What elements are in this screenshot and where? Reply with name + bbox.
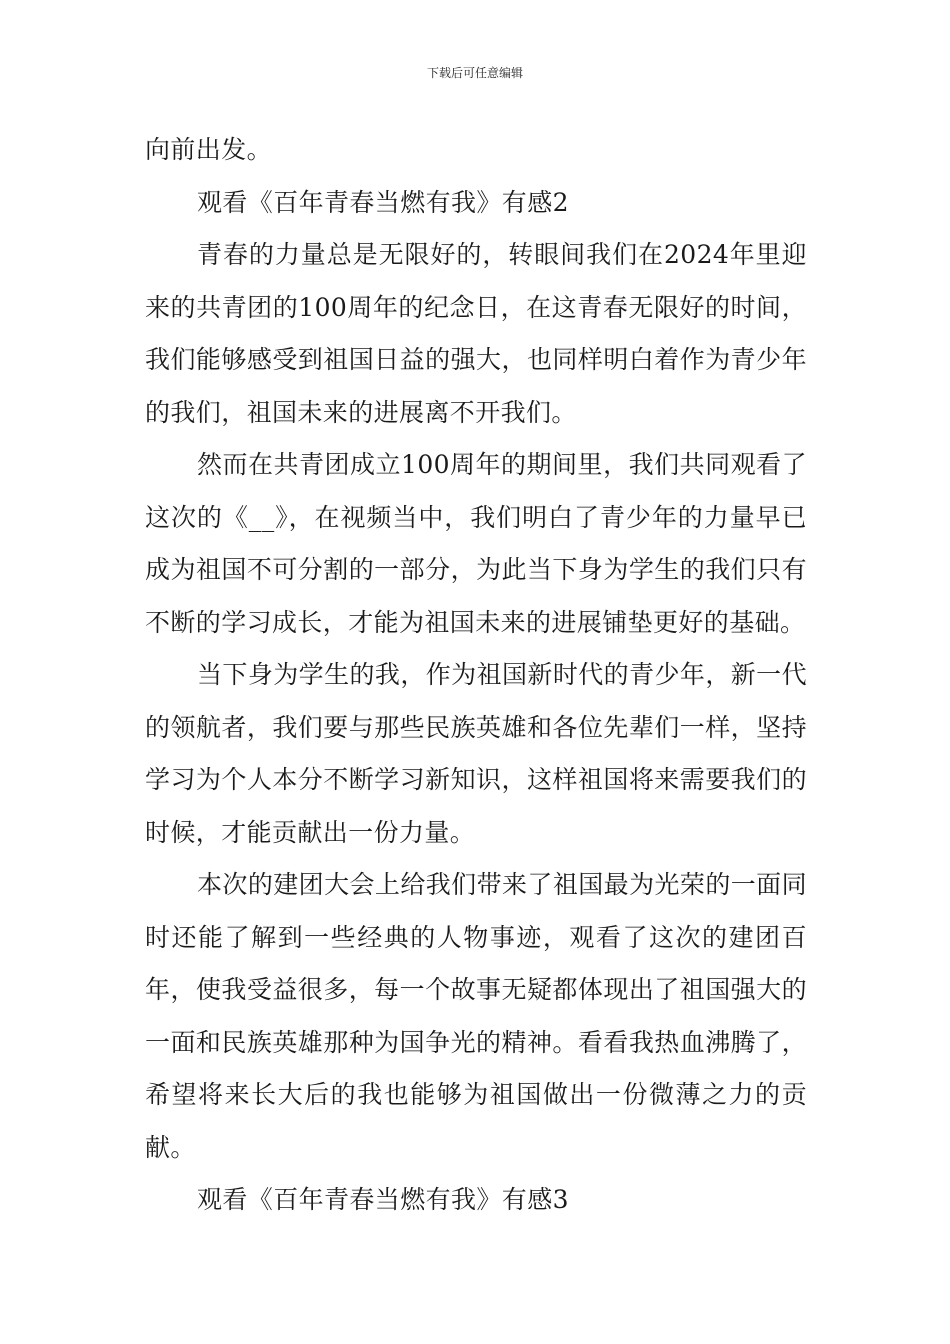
paragraph-continuation: 向前出发。 [145, 135, 273, 164]
paragraph: 然而在共青团成立100周年的期间里，我们共同观看了这次的《__》，在视频当中，我们明白了青少年的力量早已成为祖国不可分割的一部分，为此当下身为学生的我们只有不断的学习成长，才能为祖国未来的进展铺垫更好的基础。 [145, 450, 807, 637]
paragraph: 当下身为学生的我，作为祖国新时代的青少年，新一代的领航者，我们要与那些民族英雄和各位先辈们一样，坚持学习为个人本分不断学习新知识，这样祖国将来需要我们的时候，才能贡献出一份力量。 [145, 660, 807, 847]
page-header: 下载后可任意编辑 [426, 66, 523, 80]
paragraph: 本次的建团大会上给我们带来了祖国最为光荣的一面同时还能了解到一些经典的人物事迹，观看了这次的建团百年，使我受益很多，每一个故事无疑都体现出了祖国强大的一面和民族英雄那种为国争光的精神。看看我热血沸腾了，希望将来长大后的我也能够为祖国做出一份微薄之力的贡献。 [145, 870, 807, 1162]
section-heading-2: 观看《百年青春当燃有我》有感2 [197, 187, 569, 217]
document-body [145, 124, 807, 1227]
section-heading-3: 观看《百年青春当燃有我》有感3 [197, 1185, 569, 1214]
paragraph: 青春的力量总是无限好的，转眼间我们在2024年里迎来的共青团的100周年的纪念日，在这青春无限好的时间，我们能够感受到祖国日益的强大，也同样明白着作为青少年的我们，祖国未来的进展离不开我们。 [145, 240, 807, 427]
